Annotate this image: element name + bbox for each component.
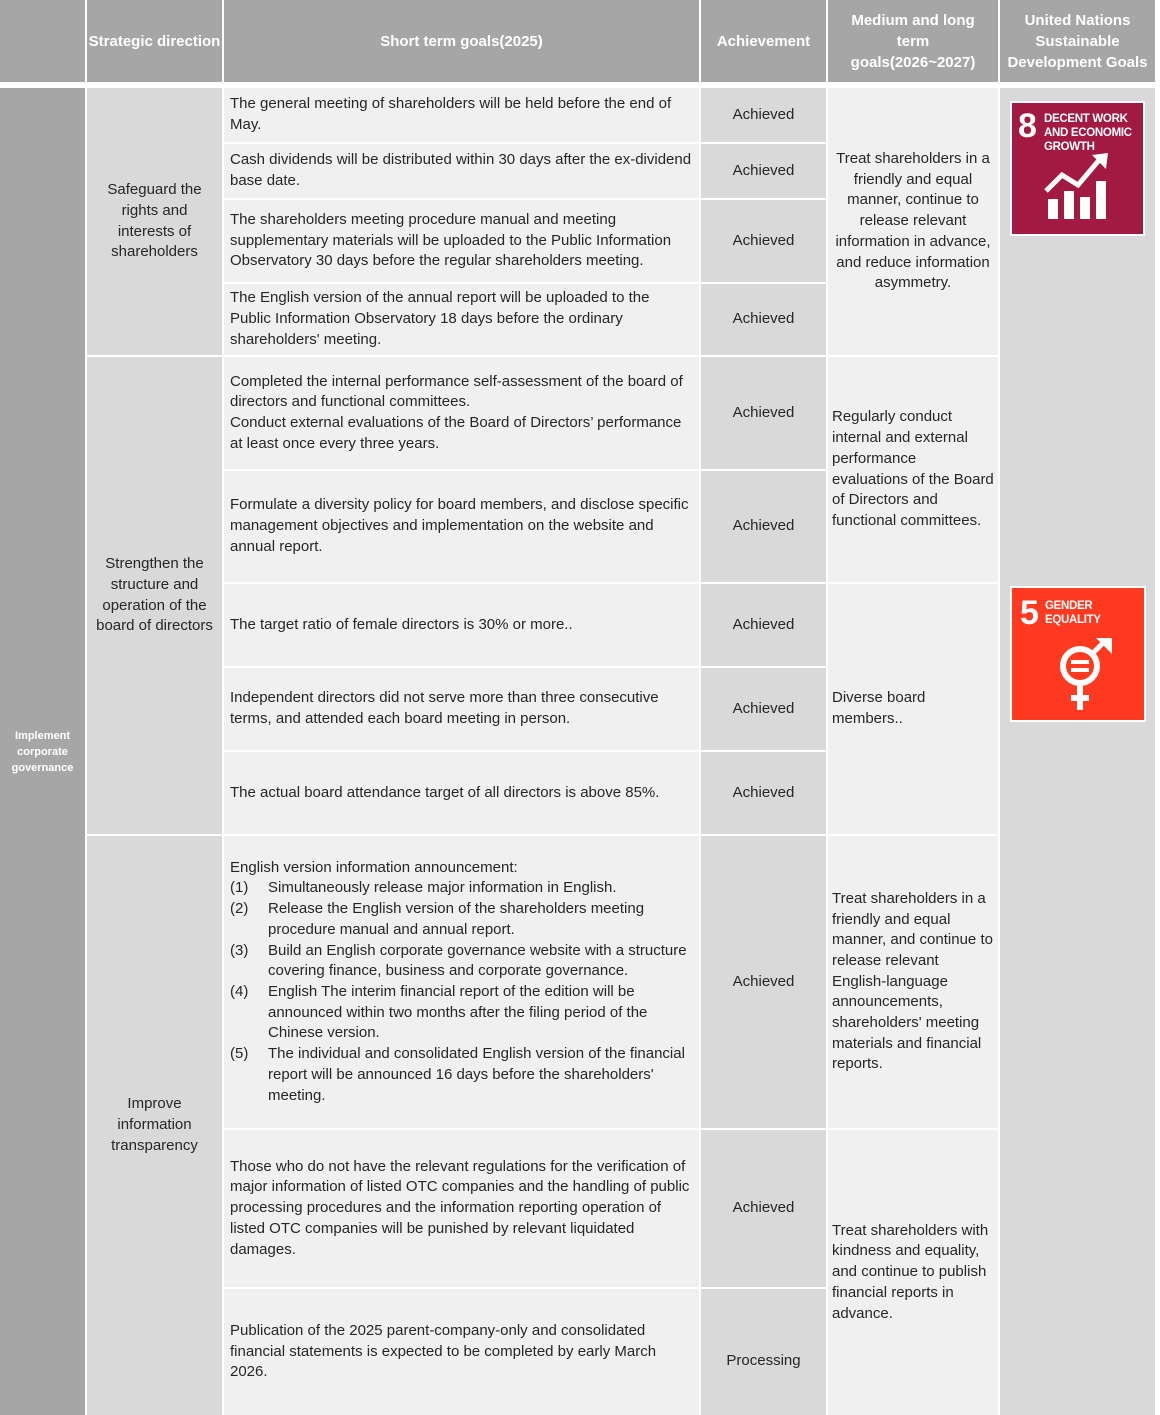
medium-goal-english-info: Treat shareholders in a friendly and equal manner, and continue to release relevant English-language announcements, shareholders' meeting materials and financial reports. xyxy=(828,836,998,1128)
direction-improve-transparency: Improve information transparency xyxy=(87,836,222,1415)
direction-safeguard-shareholders: Safeguard the rights and interests of shareholders xyxy=(87,88,222,355)
sdg-8-number: 8 xyxy=(1018,107,1037,145)
list-item: (3) Build an English corporate governance website with a structure covering finance, business and corporate governance. xyxy=(230,941,687,980)
list-item: (1) Simultaneously release major information in English. xyxy=(230,879,617,897)
medium-goal-diverse-board: Diverse board members.. xyxy=(828,584,998,834)
goal-performance-self-assessment: Completed the internal performance self-assessment of the board of directors and functional committees. xyxy=(230,372,683,411)
pillar-implement-corporate-governance: Implement corporate governance xyxy=(0,88,85,1415)
status-badge: Achieved xyxy=(701,200,826,282)
status-badge: Achieved xyxy=(701,471,826,582)
status-badge: Achieved xyxy=(701,584,826,666)
medium-goal-financial-reports: Treat shareholders with kindness and equality, and continue to publish financial reports in advance. xyxy=(828,1130,998,1415)
direction-strengthen-board: Strengthen the structure and operation of the board of directors xyxy=(87,357,222,834)
status-badge: Achieved xyxy=(701,357,826,469)
status-badge: Achieved xyxy=(701,668,826,750)
medium-goal-board-evaluation: Regularly conduct internal and external performance evaluations of the Board of Directors and functional committees. xyxy=(828,357,998,582)
goal-external-evaluation: Conduct external evaluations of the Board of Directors’ performance at least once every three years. xyxy=(230,414,682,452)
header-un-sdgs: United Nations Sustainable Development Goals xyxy=(1000,0,1155,82)
header-blank xyxy=(0,0,85,82)
list-item: (5) The individual and consolidated English version of the financial report will be announced 16 days before the shareholders' meeting. xyxy=(230,1045,685,1104)
goal-board-attendance: The actual board attendance target of all directors is above 85%. xyxy=(224,752,699,834)
status-badge: Achieved xyxy=(701,88,826,142)
header-medium-long-term-goals: Medium and long term goals(2026~2027) xyxy=(828,0,998,82)
sdg-5-title: GENDER EQUALITY xyxy=(1045,600,1101,626)
goal-performance-evaluation xyxy=(224,357,699,469)
header-strategic-direction: Strategic direction xyxy=(87,0,222,82)
goal-english-annual-report: The English version of the annual report will be uploaded to the Public Information Observatory 18 days before the ordinary shareholders' meeting. xyxy=(224,284,699,355)
sdg-8-title: DECENT WORK AND ECONOMIC GROWTH xyxy=(1044,113,1132,153)
sdg-8-tile xyxy=(1010,101,1145,236)
growth-chart-icon xyxy=(1042,151,1114,223)
goal-english-announcements xyxy=(224,836,699,1128)
goal-shareholders-meeting: The general meeting of shareholders will be held before the end of May. xyxy=(224,88,699,142)
goal-otc-regulations: Those who do not have the relevant regulations for the verification of major information of listed OTC companies and the handling of public processing procedures and the information reporting operation of listed OTC companies will be punished by relevant liquidated damages. xyxy=(224,1130,699,1287)
status-badge: Achieved xyxy=(701,144,826,198)
status-badge: Achieved xyxy=(701,836,826,1128)
sdg-5-number: 5 xyxy=(1020,594,1039,632)
goal-english-intro: English version information announcement: xyxy=(230,858,518,876)
medium-goal-shareholders: Treat shareholders in a friendly and equal manner, continue to release relevant information in advance, and reduce information asymmetry. xyxy=(828,88,998,355)
status-badge: Achieved xyxy=(701,752,826,834)
goal-diversity-policy: Formulate a diversity policy for board members, and disclose specific management objectives and implementation on the website and annual report. xyxy=(224,471,699,582)
goal-female-directors: The target ratio of female directors is 30% or more.. xyxy=(224,584,699,666)
gender-equality-icon xyxy=(1052,636,1116,712)
goal-english-list xyxy=(230,878,693,1106)
goal-cash-dividends: Cash dividends will be distributed within 30 days after the ex-dividend base date. xyxy=(224,144,699,198)
sdg-column xyxy=(1000,88,1155,1415)
goal-procedure-manual-upload: The shareholders meeting procedure manual and meeting supplementary materials will be uploaded to the Public Information Observatory 30 days before the regular shareholders meeting. xyxy=(224,200,699,282)
header-short-term-goals: Short term goals(2025) xyxy=(224,0,699,82)
sdg-5-tile xyxy=(1010,586,1146,722)
status-badge: Processing xyxy=(701,1289,826,1415)
status-badge: Achieved xyxy=(701,284,826,355)
list-item: (4) English The interim financial report of the edition will be announced within two months after the filing period of the Chinese version. xyxy=(230,983,648,1042)
header-achievement: Achievement xyxy=(701,0,826,82)
list-item: (2) Release the English version of the shareholders meeting procedure manual and annual report. xyxy=(230,900,645,938)
goal-independent-directors: Independent directors did not serve more than three consecutive terms, and attended each board meeting in person. xyxy=(224,668,699,750)
status-badge: Achieved xyxy=(701,1130,826,1287)
goal-financial-statements-2025: Publication of the 2025 parent-company-only and consolidated financial statements is expected to be completed by early March 2026. xyxy=(224,1289,699,1415)
